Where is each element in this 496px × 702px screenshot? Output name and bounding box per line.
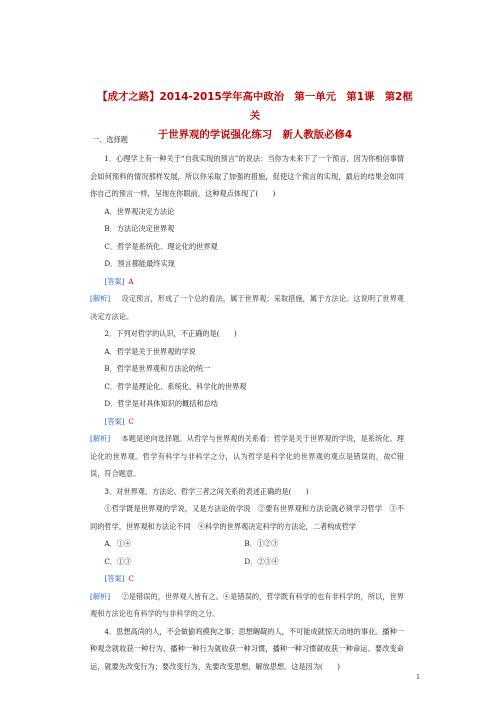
- answer-label: [答案]: [104, 416, 125, 426]
- q1-option-c: C．哲学是系统化、理论化的世界观: [104, 241, 218, 251]
- title-line-2: 于世界观的学说强化练习 新人教版必修4: [157, 129, 353, 141]
- title-line-1: 【成才之路】2014-2015学年高中政治 第一单元 第1课 第2框 关: [97, 91, 424, 122]
- q3-option-c: C．①③: [104, 556, 132, 566]
- q1-option-b: B．方法论决定世界观: [104, 224, 175, 233]
- q1-answer-value: A: [128, 276, 134, 286]
- q3-option-a: A．①④: [104, 539, 132, 548]
- questions: [90, 150, 404, 675]
- section-heading: 一、选择题: [92, 135, 128, 144]
- page-number: 1: [416, 673, 421, 681]
- q3-stem: 3．对世界观、方法论、哲学三者之间关系的表述正确的是( ): [104, 486, 309, 496]
- q2-analysis-text: 本题是逆向选择题。从哲学与世界观的关系看：哲学是关于世界观的学说，是系统化、理论化的世界观。哲学有科学与非科学之分，认为哲学是科学化的世界观的观点是错误的，故C错误，符合题意。: [90, 434, 404, 478]
- q2-option-c: C．哲学是理论化、系统化、科学化的世界观: [104, 381, 247, 391]
- q1-analysis: [90, 290, 404, 325]
- q3-items: ①哲学既是世界观的学说，又是方法论的学说 ②要有世界观和方法论就必须学习哲学 ③不同的哲学，世界观和方法论不同 ④科学的世界观决定科学的方法论，二者构成哲学: [90, 504, 404, 531]
- analysis-label: [解析]: [90, 294, 111, 303]
- q1-option-a: A．世界观决定方法论: [104, 206, 175, 216]
- q3-option-d: D．②③④: [244, 556, 279, 566]
- q2-answer: [90, 413, 404, 431]
- q3-options-row-2: [90, 553, 404, 571]
- q2-option-a: A．哲学是关于世界观的学说: [104, 346, 196, 356]
- q1-option-d: D．预言都能最终实现: [104, 259, 175, 268]
- answer-label: [答案]: [104, 574, 125, 583]
- q2-option-b: B．哲学是世界观和方法论的统一: [104, 364, 211, 373]
- q3-analysis-text: ②是错误的，世界观人皆有之。④是错误的，哲学既有科学的也有非科学的，所以，世界观和方法论也有科学的与非科学的之分。: [90, 591, 404, 618]
- q1-answer: [90, 273, 404, 291]
- q2-analysis: [90, 430, 404, 483]
- analysis-label: [解析]: [90, 591, 111, 601]
- analysis-label: [解析]: [90, 434, 111, 443]
- q4-stem: 4．思想高尚的人，不会做偷鸡摸狗之事；思想龌龊的人，不可能成就惊天动地的事业。播种一种观念就收获一种行为，播种一种行为就收获一种习惯，播种一种习惯就收获一种命运。要改变命运，就要先改变行为；要改变行为，先要改变思想，解放思想。这是因为( ): [90, 626, 404, 671]
- q3-analysis: [90, 588, 404, 623]
- q3-options-row-1: [90, 535, 404, 553]
- q3-answer-value: C: [128, 574, 134, 583]
- q1-stem: 1．心理学上有一种关于“自我实现的预言”的说法：当你为未来下了一个预言，因为你相信事情会如何预料的情况那样发展，所以你采取了加强的措施，促使这个预言的实现，最后的结果会如同你自己的预言一样，呈现在你眼前。这种观点体现了( ): [90, 154, 404, 198]
- q2-stem: 2．下列对哲学的认识，不正确的是( ): [104, 329, 237, 338]
- q1-analysis-text: 设定预言，形成了一个总的看法，属于世界观；采取措施，属于方法论。这说明了世界观决定方法论。: [90, 294, 404, 321]
- q3-option-b: B．①②③: [244, 539, 279, 548]
- q2-answer-value: C: [128, 416, 134, 426]
- document-title: [90, 88, 424, 145]
- q2-option-d: D．哲学是对具体知识的概括和总结: [104, 399, 218, 408]
- q3-answer: [90, 570, 404, 588]
- answer-label: [答案]: [104, 276, 125, 286]
